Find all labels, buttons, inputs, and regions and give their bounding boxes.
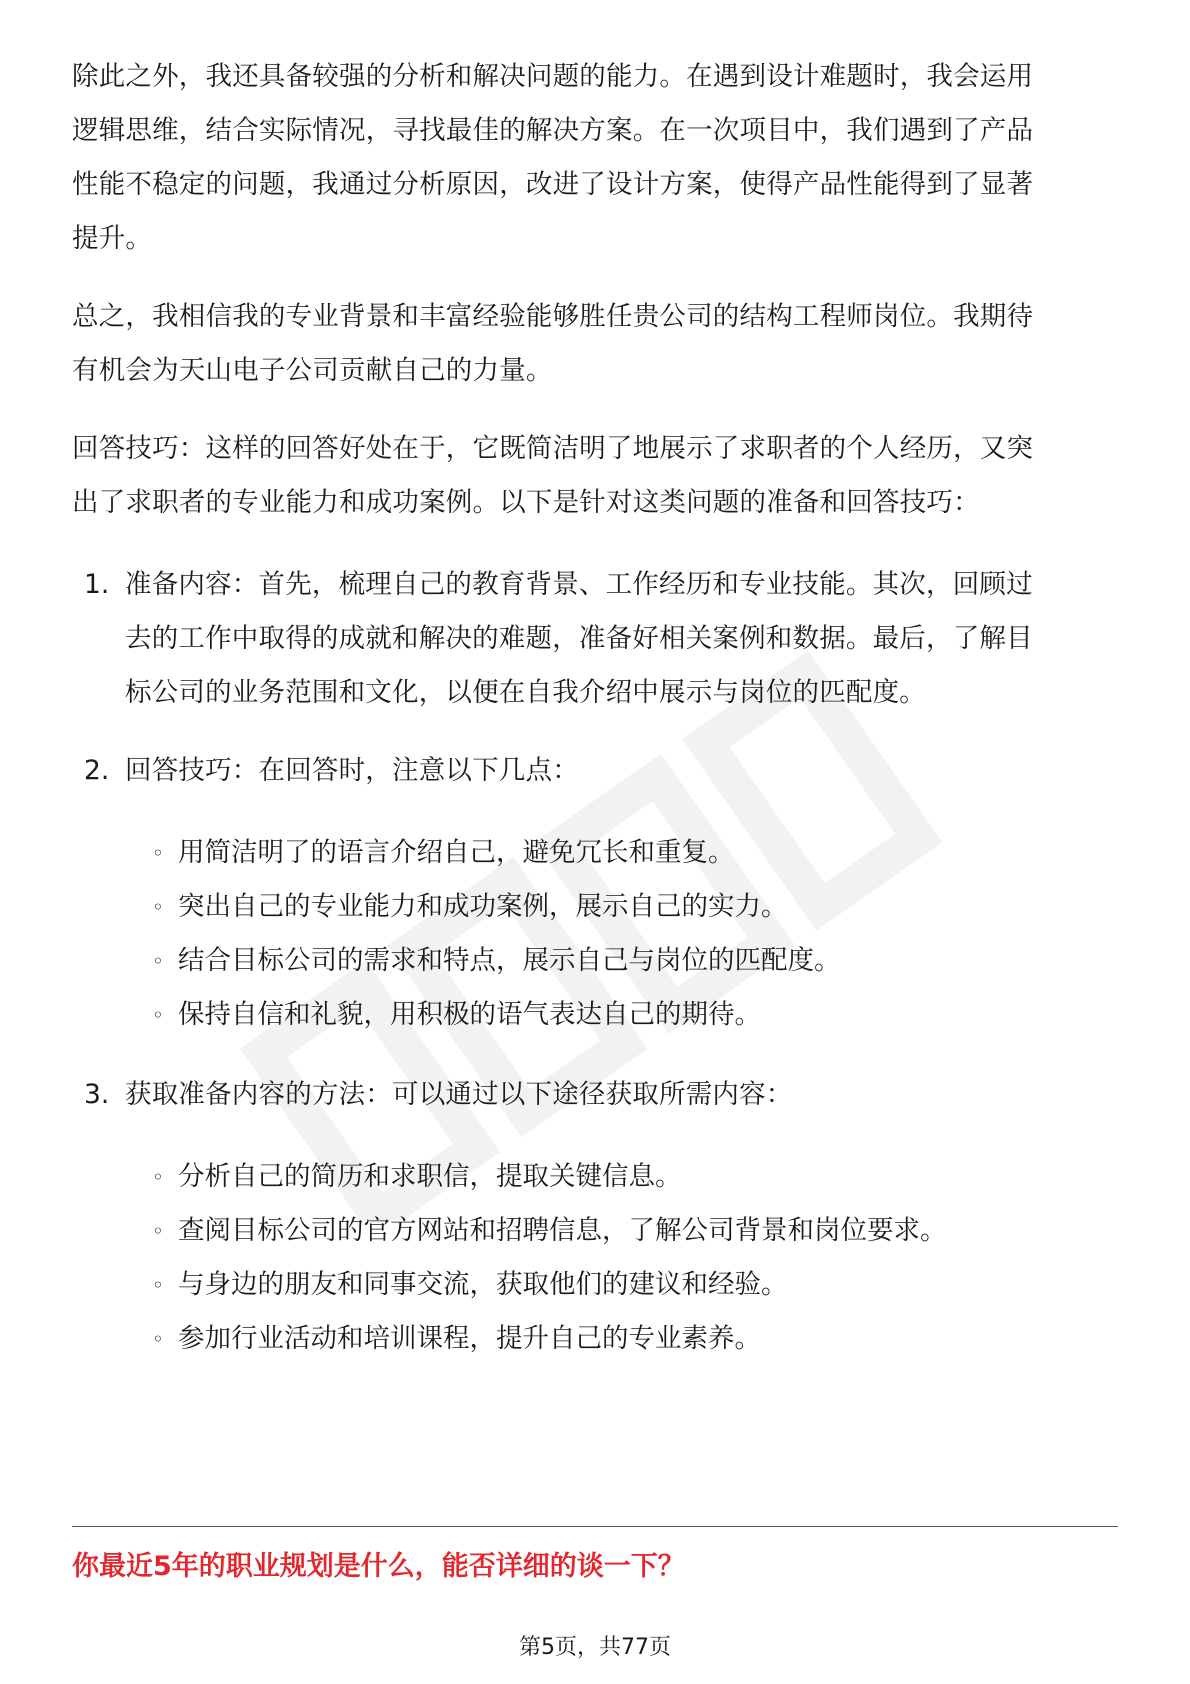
paragraph-2-line-1: 总之，我相信我的专业背景和丰富经验能够胜任贵公司的结构工程师岗位。我期待 — [72, 301, 1034, 332]
paragraph-1-line-3: 性能不稳定的问题，我通过分析原因，改进了设计方案，使得产品性能得到了显著 — [72, 169, 1034, 200]
list-item-3-bullet-4: 参加行业活动和培训课程，提升自己的专业素养。 — [178, 1323, 761, 1354]
bullet-icon: ◦ — [152, 1327, 164, 1351]
bullet-icon: ◦ — [152, 1273, 164, 1297]
list-item-2-line-1: 回答技巧：在回答时，注意以下几点： — [125, 755, 579, 786]
list-item-2-number: 2. — [84, 755, 110, 786]
list-item-3-number: 3. — [84, 1079, 110, 1110]
paragraph-3-line-2: 出了求职者的专业能力和成功案例。以下是针对这类问题的准备和回答技巧： — [72, 487, 980, 518]
list-item-1-line-1: 准备内容：首先，梳理自己的教育背景、工作经历和专业技能。其次，回顾过 — [125, 569, 1033, 600]
list-item-2-bullet-4: 保持自信和礼貌，用积极的语气表达自己的期待。 — [178, 999, 761, 1030]
paragraph-1-line-1: 除此之外，我还具备较强的分析和解决问题的能力。在遇到设计难题时，我会运用 — [72, 61, 1034, 92]
bullet-icon: ◦ — [152, 1219, 164, 1243]
section-divider — [72, 1526, 1118, 1527]
list-item-1-line-3: 标公司的业务范围和文化，以便在自我介绍中展示与岗位的匹配度。 — [125, 677, 926, 708]
page-number-footer: 第5页，共77页 — [519, 1635, 671, 1660]
paragraph-2-line-2: 有机会为天山电子公司贡献自己的力量。 — [72, 355, 553, 386]
paragraph-1-line-4: 提升。 — [72, 223, 153, 254]
next-question-heading: 你最近5年的职业规划是什么，能否详细的谈一下？ — [72, 1551, 685, 1582]
list-item-3-line-1: 获取准备内容的方法：可以通过以下途径获取所需内容： — [125, 1079, 793, 1110]
bullet-icon: ◦ — [152, 1003, 164, 1027]
list-item-2-bullet-3: 结合目标公司的需求和特点，展示自己与岗位的匹配度。 — [178, 945, 841, 976]
list-item-2-bullet-2: 突出自己的专业能力和成功案例，展示自己的实力。 — [178, 891, 788, 922]
bullet-icon: ◦ — [152, 949, 164, 973]
bullet-icon: ◦ — [152, 895, 164, 919]
bullet-icon: ◦ — [152, 1165, 164, 1189]
paragraph-3-line-1: 回答技巧：这样的回答好处在于，它既简洁明了地展示了求职者的个人经历，又突 — [72, 433, 1034, 464]
list-item-1-number: 1. — [84, 569, 110, 600]
list-item-3-bullet-1: 分析自己的简历和求职信，提取关键信息。 — [178, 1161, 682, 1192]
bullet-icon: ◦ — [152, 841, 164, 865]
list-item-1-line-2: 去的工作中取得的成就和解决的难题，准备好相关案例和数据。最后，了解目 — [125, 623, 1033, 654]
list-item-3-bullet-3: 与身边的朋友和同事交流，获取他们的建议和经验。 — [178, 1269, 788, 1300]
paragraph-1-line-2: 逻辑思维，结合实际情况，寻找最佳的解决方案。在一次项目中，我们遇到了产品 — [72, 115, 1034, 146]
list-item-2-bullet-1: 用简洁明了的语言介绍自己，避免冗长和重复。 — [178, 837, 735, 868]
list-item-3-bullet-2: 查阅目标公司的官方网站和招聘信息，了解公司背景和岗位要求。 — [178, 1215, 947, 1246]
